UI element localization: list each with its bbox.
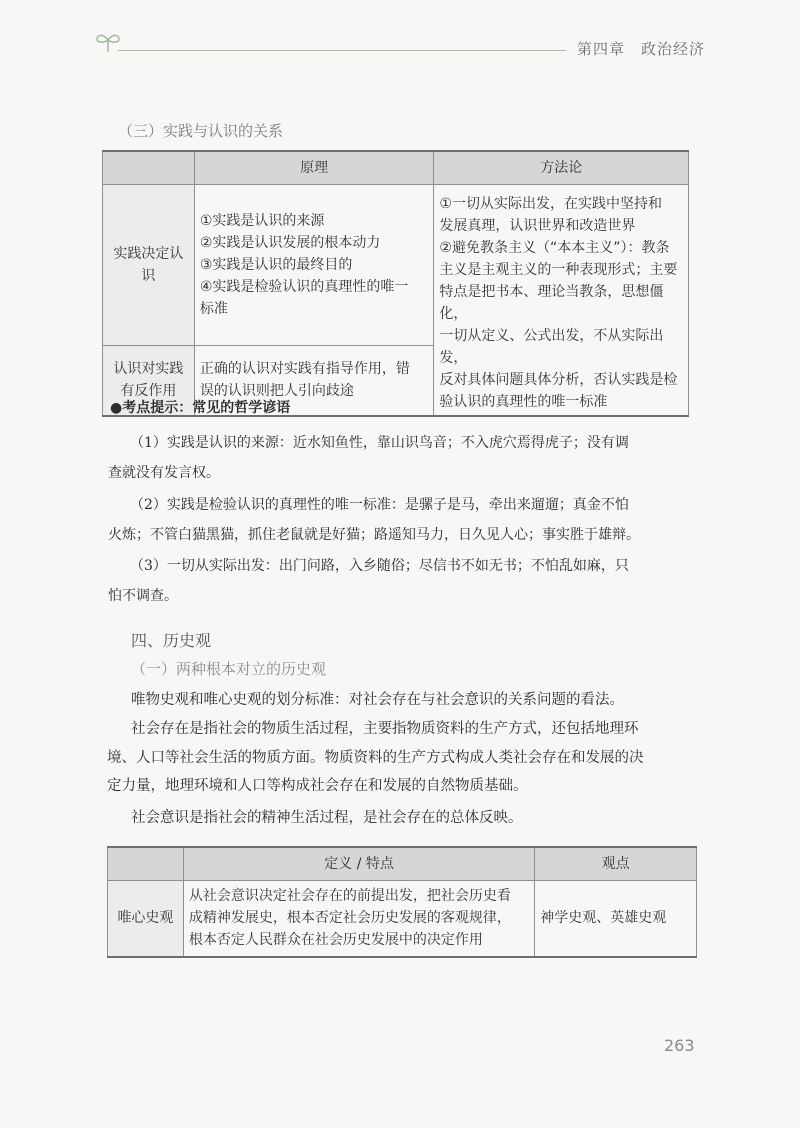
principle-line: ④实践是检验认识的真理性的唯一 bbox=[199, 278, 409, 295]
method-line: 发展真理，认识世界和改造世界 bbox=[439, 218, 636, 234]
table-header-view: 观点 bbox=[535, 847, 697, 881]
principle-line: 误的认识则把人引向歧途 bbox=[199, 383, 354, 400]
page-number: 263 bbox=[664, 1036, 695, 1055]
tip-line: （1）实践是认识的来源：近水知鱼性，靠山识鸟音；不入虎穴焉得虎子；没有调 bbox=[130, 435, 629, 451]
section-subtitle: （一）两种根本对立的历史观 bbox=[131, 660, 327, 678]
tip-line: （2）实践是检验认识的真理性的唯一标准：是骡子是马，牵出来遛遛；真金不怕 bbox=[130, 497, 629, 513]
table-header-method: 方法论 bbox=[434, 151, 689, 185]
section-title: （三）实践与认识的关系 bbox=[118, 122, 284, 140]
row-label-practice-decides: 实践决定认识 bbox=[103, 185, 195, 346]
table-header-corner bbox=[103, 151, 195, 185]
tip-item-2 bbox=[130, 490, 629, 520]
paragraph-line: 唯物史观和唯心史观的划分标准：对社会存在与社会意识的关系问题的看法。 bbox=[131, 692, 624, 708]
principle-line: 正确的认识对实践有指导作用，错 bbox=[199, 361, 410, 378]
definition-cell bbox=[183, 881, 534, 957]
chapter-title: 第四章 政治经济 bbox=[577, 40, 706, 58]
table-header-principle: 原理 bbox=[194, 151, 434, 185]
method-line: 主义是主观主义的一种表现形式；主要 bbox=[439, 262, 678, 278]
tip-line: （3）一切从实际出发：出门问路，入乡随俗；尽信书不如无书；不怕乱如麻，只 bbox=[130, 558, 629, 574]
tip-item-1 bbox=[130, 428, 629, 458]
tip-line: 火炼；不管白猫黑猫，抓住老鼠就是好猫；路遥知马力，日久见人心；事实胜于雄辩。 bbox=[108, 527, 640, 543]
paragraph-2 bbox=[131, 715, 639, 743]
row-label-line: 有反作用 bbox=[120, 383, 177, 400]
paragraph-1 bbox=[131, 686, 624, 714]
method-line: 一切从定义、公式出发，不从实际出发， bbox=[439, 328, 664, 366]
tip-item-3-cont bbox=[108, 581, 178, 611]
row-label-line: 认识对实践 bbox=[113, 361, 184, 378]
table-header-corner bbox=[108, 847, 184, 881]
tip-line: 怕不调查。 bbox=[108, 588, 178, 604]
paragraph-line: 社会存在是指社会的物质生活过程，主要指物质资料的生产方式，还包括地理环 bbox=[131, 721, 639, 737]
paragraph-line: 境、人口等社会生活的物质方面。物质资料的生产方式构成人类社会存在和发展的决 bbox=[107, 750, 644, 766]
method-line: 特点是把书本、理论当教条，思想僵化， bbox=[439, 284, 664, 322]
table-header-definition: 定义 / 特点 bbox=[183, 847, 534, 881]
practice-cognition-table bbox=[102, 150, 689, 417]
principle-cell-1 bbox=[194, 185, 434, 346]
view-cell: 神学史观、英雄史观 bbox=[535, 881, 697, 957]
bullet-icon: ● bbox=[110, 400, 123, 416]
tip-item-1-cont bbox=[108, 458, 220, 488]
tips-heading bbox=[110, 396, 290, 420]
method-line: ①一切从实际出发，在实践中坚持和 bbox=[439, 196, 662, 212]
method-line: 反对具体问题具体分析，否认实践是检 bbox=[439, 372, 678, 388]
paragraph-line: 社会意识是指社会的精神生活过程，是社会存在的总体反映。 bbox=[131, 810, 523, 826]
paragraph-line: 定力量，地理环境和人口等构成社会存在和发展的自然物质基础。 bbox=[107, 778, 528, 794]
paragraph-3 bbox=[131, 804, 523, 832]
principle-line: ②实践是认识发展的根本动力 bbox=[199, 234, 381, 251]
tip-item-2-cont bbox=[108, 520, 640, 550]
tip-item-3 bbox=[130, 551, 629, 581]
method-line: ②避免教条主义（“本本主义”）：教条 bbox=[439, 240, 670, 256]
row-label-idealist: 唯心史观 bbox=[108, 881, 184, 957]
definition-line: 成精神发展史，根本否定社会历史发展的客观规律， bbox=[188, 910, 511, 927]
principle-line: ③实践是认识的最终目的 bbox=[199, 256, 353, 273]
definition-line: 根本否定人民群众在社会历史发展中的决定作用 bbox=[188, 932, 483, 949]
principle-line: ①实践是认识的来源 bbox=[199, 212, 325, 229]
definition-line: 从社会意识决定社会存在的前提出发，把社会历史看 bbox=[188, 888, 511, 905]
method-cell bbox=[434, 185, 689, 417]
method-line: 验认识的真理性的唯一标准 bbox=[439, 394, 608, 410]
tips-title: 考点提示：常见的哲学谚语 bbox=[122, 400, 291, 416]
history-view-table bbox=[107, 846, 697, 958]
header-rule bbox=[118, 50, 566, 51]
section-heading: 四、历史观 bbox=[131, 631, 212, 650]
tip-line: 查就没有发言权。 bbox=[108, 465, 220, 481]
principle-line: 标准 bbox=[199, 300, 228, 317]
paragraph-2-cont bbox=[107, 744, 644, 800]
